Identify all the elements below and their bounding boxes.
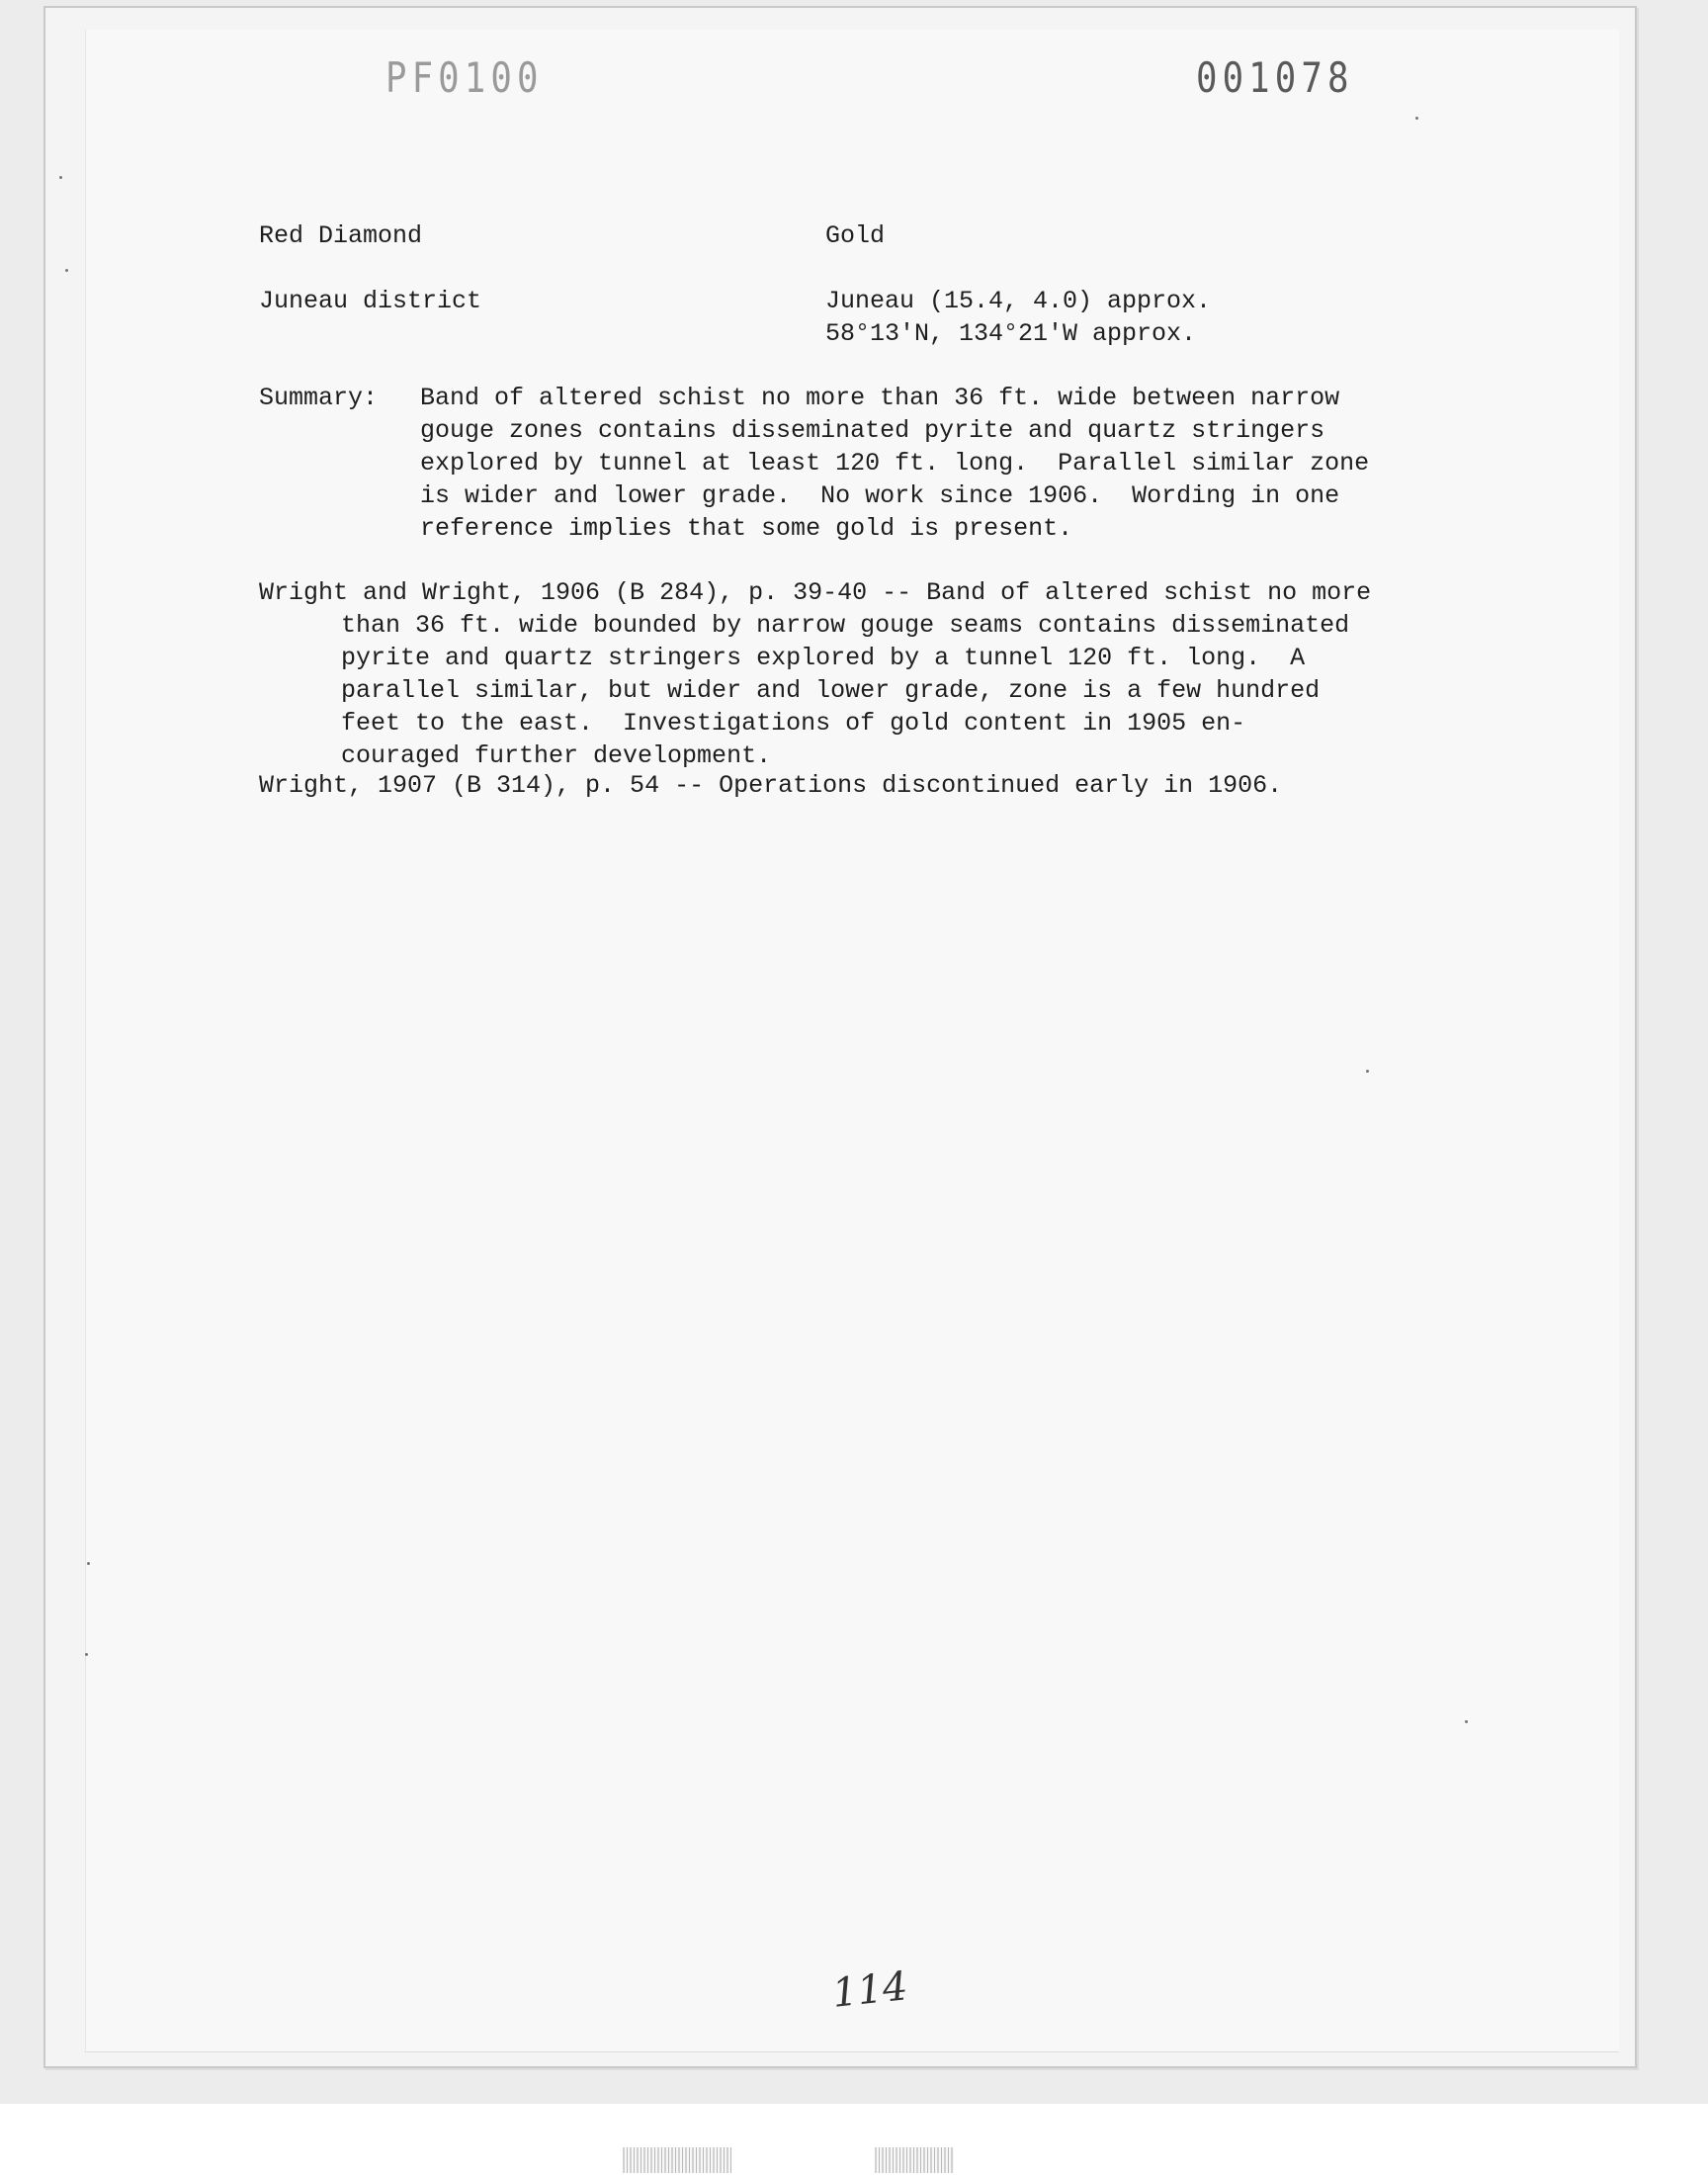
scan-edge-mark-left (623, 2147, 731, 2173)
reference-first-line: Wright, 1907 (B 314), p. 54 -- Operations discontinued early in 1906. (259, 771, 1283, 800)
scan-speck (1465, 1720, 1468, 1723)
reference-line: couraged further development. (341, 741, 772, 770)
deposit-name: Red Diamond (259, 221, 423, 250)
scan-speck (59, 176, 62, 179)
stamp-right: 001078 (1196, 53, 1354, 102)
summary-line: Band of altered schist no more than 36 ft. wide between narrow (420, 384, 1340, 412)
summary-line: is wider and lower grade. No work since 1906. Wording in one (420, 481, 1340, 510)
scan-speck (1415, 117, 1418, 120)
scan-edge-mark-right (875, 2147, 954, 2173)
stamp-left: PF0100 (385, 53, 544, 102)
summary-line: explored by tunnel at least 120 ft. long. Parallel similar zone (420, 449, 1370, 478)
scan-speck (85, 1653, 88, 1656)
district: Juneau district (259, 287, 482, 315)
handwritten-page-number: 114 (829, 1963, 910, 2017)
scan-speck (1366, 1070, 1369, 1073)
summary-line: gouge zones contains disseminated pyrite and quartz stringers (420, 416, 1325, 445)
quadrangle-location: Juneau (15.4, 4.0) approx. (825, 287, 1212, 315)
commodity: Gold (825, 221, 886, 250)
reference-line: parallel similar, but wider and lower grade, zone is a few hundred (341, 676, 1321, 705)
summary-label: Summary: (259, 384, 379, 412)
reference-line: feet to the east. Investigations of gold content in 1905 en- (341, 709, 1246, 738)
scan-speck (65, 269, 68, 272)
summary-line: reference implies that some gold is present. (420, 514, 1073, 543)
reference-first-line: Wright and Wright, 1906 (B 284), p. 39-40 -- Band of altered schist no more (259, 578, 1372, 607)
reference-line: than 36 ft. wide bounded by narrow gouge seams contains disseminated (341, 611, 1350, 640)
reference-line: pyrite and quartz stringers explored by a tunnel 120 ft. long. A (341, 644, 1306, 672)
scan-speck (87, 1562, 90, 1565)
coordinates: 58°13'N, 134°21'W approx. (825, 319, 1197, 348)
